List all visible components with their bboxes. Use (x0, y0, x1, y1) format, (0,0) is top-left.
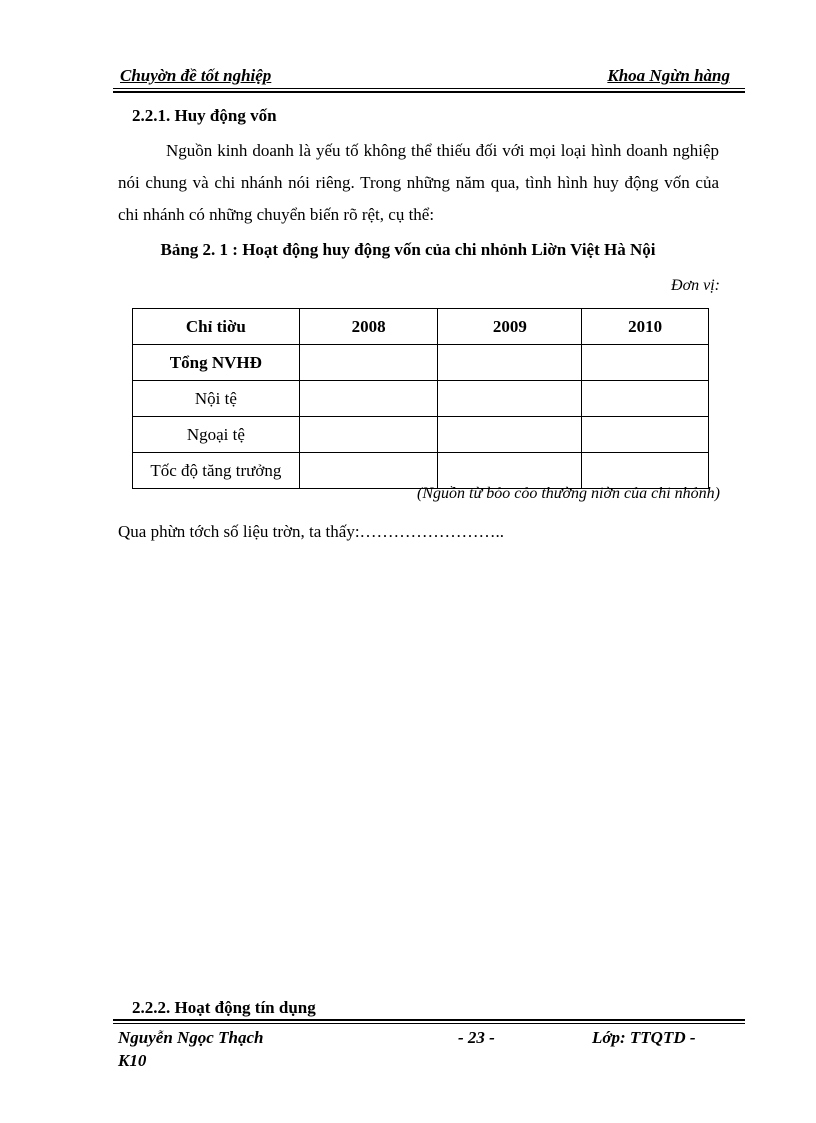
table-cell (582, 381, 709, 417)
table-row (133, 453, 709, 489)
header-cell-2009: 2009 (438, 309, 582, 345)
table-cell (438, 381, 582, 417)
footer-rule-2 (113, 1023, 745, 1024)
table-cell (299, 345, 438, 381)
header-left-title: Chuyờn đề tốt nghiệp (120, 66, 272, 85)
section-paragraph: Nguồn kinh doanh là yếu tố không thể thiếu đối với mọi loại hình doanh nghiệp nói chung và chi nhánh nói riêng. Trong những năm qua, tình hình huy động vốn của chi nhánh có những chuyển biến rõ rệt, cụ thể: (118, 141, 719, 224)
footer-page-number: - 23 - (458, 1028, 495, 1047)
table-cell (438, 345, 582, 381)
header-cell-2008: 2008 (299, 309, 438, 345)
footer-class-label: Lớp: TTQTD - (592, 1028, 696, 1047)
table-cell (582, 417, 709, 453)
table-caption: Bảng 2. 1 : Hoạt động huy động vốn của chi nhỏnh Liờn Việt Hà Nội (160, 240, 656, 259)
table-row (133, 381, 709, 417)
table-cell (582, 453, 709, 489)
table-source: (Nguồn từ bỏo cỏo thường niờn của chi nhỏnh) (417, 485, 720, 502)
table-header-row (133, 309, 709, 345)
table-cell (582, 345, 709, 381)
comment-text: Qua phừn tớch số liệu trờn, ta thấy:…………………….. (118, 522, 505, 541)
row-label-total: Tổng NVHĐ (133, 345, 300, 381)
table-unit: Đơn vị: (671, 277, 720, 294)
header-right-title: Khoa Ngừn hàng (607, 66, 730, 85)
table-cell (299, 453, 438, 489)
footer-rule-1 (113, 1019, 745, 1021)
table-cell (438, 417, 582, 453)
header-rule-1 (113, 88, 745, 89)
capital-mobilization-table (132, 308, 709, 489)
table-cell (299, 417, 438, 453)
row-label-domestic: Nội tệ (133, 381, 300, 417)
header-rule-2 (113, 91, 745, 93)
table-row (133, 417, 709, 453)
next-section-title: 2.2.2. Hoạt động tín dụng (132, 998, 316, 1017)
footer-author-line2: K10 (118, 1051, 147, 1070)
table-row (133, 345, 709, 381)
footer-author: Nguyễn Ngọc Thạch (118, 1028, 264, 1047)
header-cell-2010: 2010 (582, 309, 709, 345)
section-title: 2.2.1. Huy động vốn (132, 106, 277, 125)
table-cell (299, 381, 438, 417)
table-cell (438, 453, 582, 489)
row-label-growth: Tốc độ tăng trưởng (133, 453, 300, 489)
header-cell-indicator: Chỉ tiờu (133, 309, 300, 345)
row-label-foreign: Ngoại tệ (133, 417, 300, 453)
